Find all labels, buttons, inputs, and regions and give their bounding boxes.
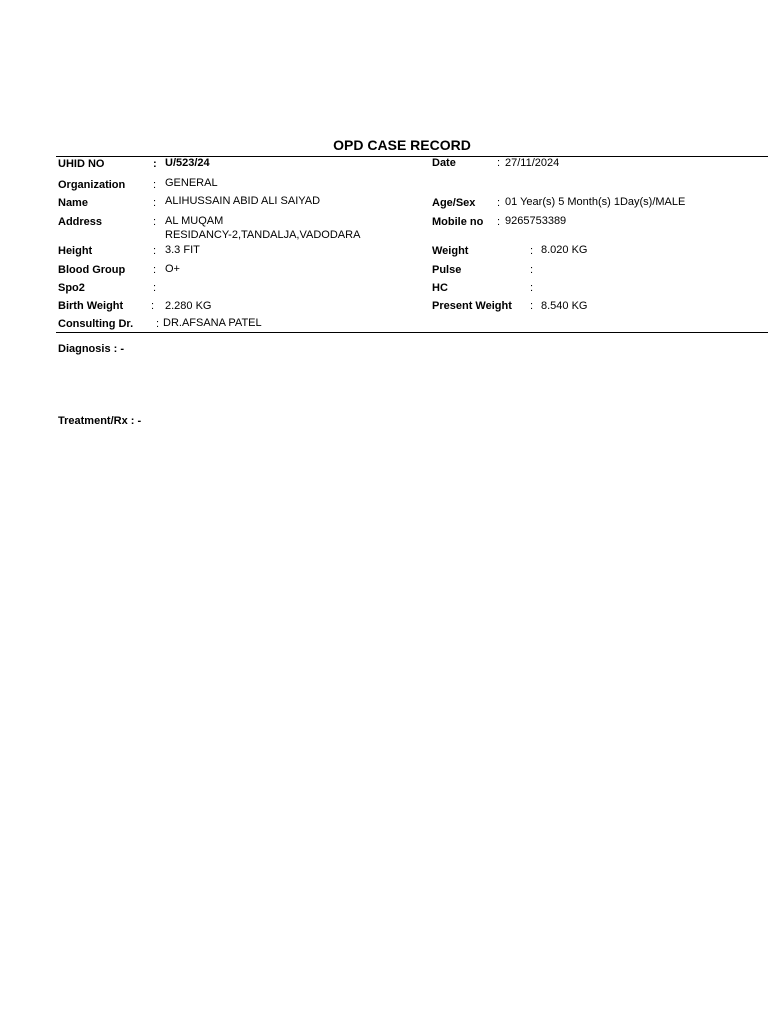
organization-value: GENERAL <box>165 177 218 189</box>
height-colon: : <box>153 245 157 257</box>
name-colon: : <box>153 197 157 209</box>
treatment-label: Treatment/Rx : - <box>58 415 142 427</box>
details-divider <box>56 332 768 333</box>
date-colon: : <box>497 157 501 169</box>
spo2-colon: : <box>153 282 157 294</box>
present-weight-colon: : <box>530 300 534 312</box>
birth-weight-label: Birth Weight <box>58 300 124 312</box>
blood-group-value: O+ <box>165 263 180 275</box>
uhid-value: U/523/24 <box>165 157 210 169</box>
organization-label: Organization <box>58 179 126 191</box>
address-colon: : <box>153 216 157 228</box>
mobile-label: Mobile no <box>432 216 484 228</box>
consulting-dr-colon: : <box>156 318 160 330</box>
height-label: Height <box>58 245 93 257</box>
date-label: Date <box>432 157 456 169</box>
consulting-dr-label: Consulting Dr. <box>58 318 134 330</box>
organization-colon: : <box>153 179 157 191</box>
spo2-label: Spo2 <box>58 282 85 294</box>
hc-label: HC <box>432 282 448 294</box>
diagnosis-label: Diagnosis : - <box>58 343 125 355</box>
name-value: ALIHUSSAIN ABID ALI SAIYAD <box>165 195 321 207</box>
age-sex-label: Age/Sex <box>432 197 476 209</box>
page-title: OPD CASE RECORD <box>333 137 471 153</box>
header-divider <box>56 156 768 157</box>
address-line-1: AL MUQAM <box>165 215 224 227</box>
weight-label: Weight <box>432 245 469 257</box>
weight-value: 8.020 KG <box>541 244 588 256</box>
present-weight-label: Present Weight <box>432 300 512 312</box>
name-label: Name <box>58 197 88 209</box>
pulse-label: Pulse <box>432 264 462 276</box>
hc-colon: : <box>530 282 534 294</box>
birth-weight-value: 2.280 KG <box>165 300 212 312</box>
blood-group-colon: : <box>153 264 157 276</box>
mobile-value: 9265753389 <box>505 215 567 227</box>
height-value: 3.3 FIT <box>165 244 200 256</box>
age-sex-colon: : <box>497 197 501 209</box>
weight-colon: : <box>530 245 534 257</box>
age-sex-value: 01 Year(s) 5 Month(s) 1Day(s)/MALE <box>505 196 686 208</box>
uhid-label: UHID NO <box>58 158 105 170</box>
birth-weight-colon: : <box>151 300 155 312</box>
present-weight-value: 8.540 KG <box>541 300 588 312</box>
blood-group-label: Blood Group <box>58 264 126 276</box>
uhid-colon: : <box>153 158 157 170</box>
pulse-colon: : <box>530 264 534 276</box>
address-line-2: RESIDANCY-2,TANDALJA,VADODARA <box>165 229 361 241</box>
mobile-colon: : <box>497 216 501 228</box>
consulting-dr-value: DR.AFSANA PATEL <box>163 317 262 329</box>
address-label: Address <box>58 216 103 228</box>
date-value: 27/11/2024 <box>505 157 560 169</box>
